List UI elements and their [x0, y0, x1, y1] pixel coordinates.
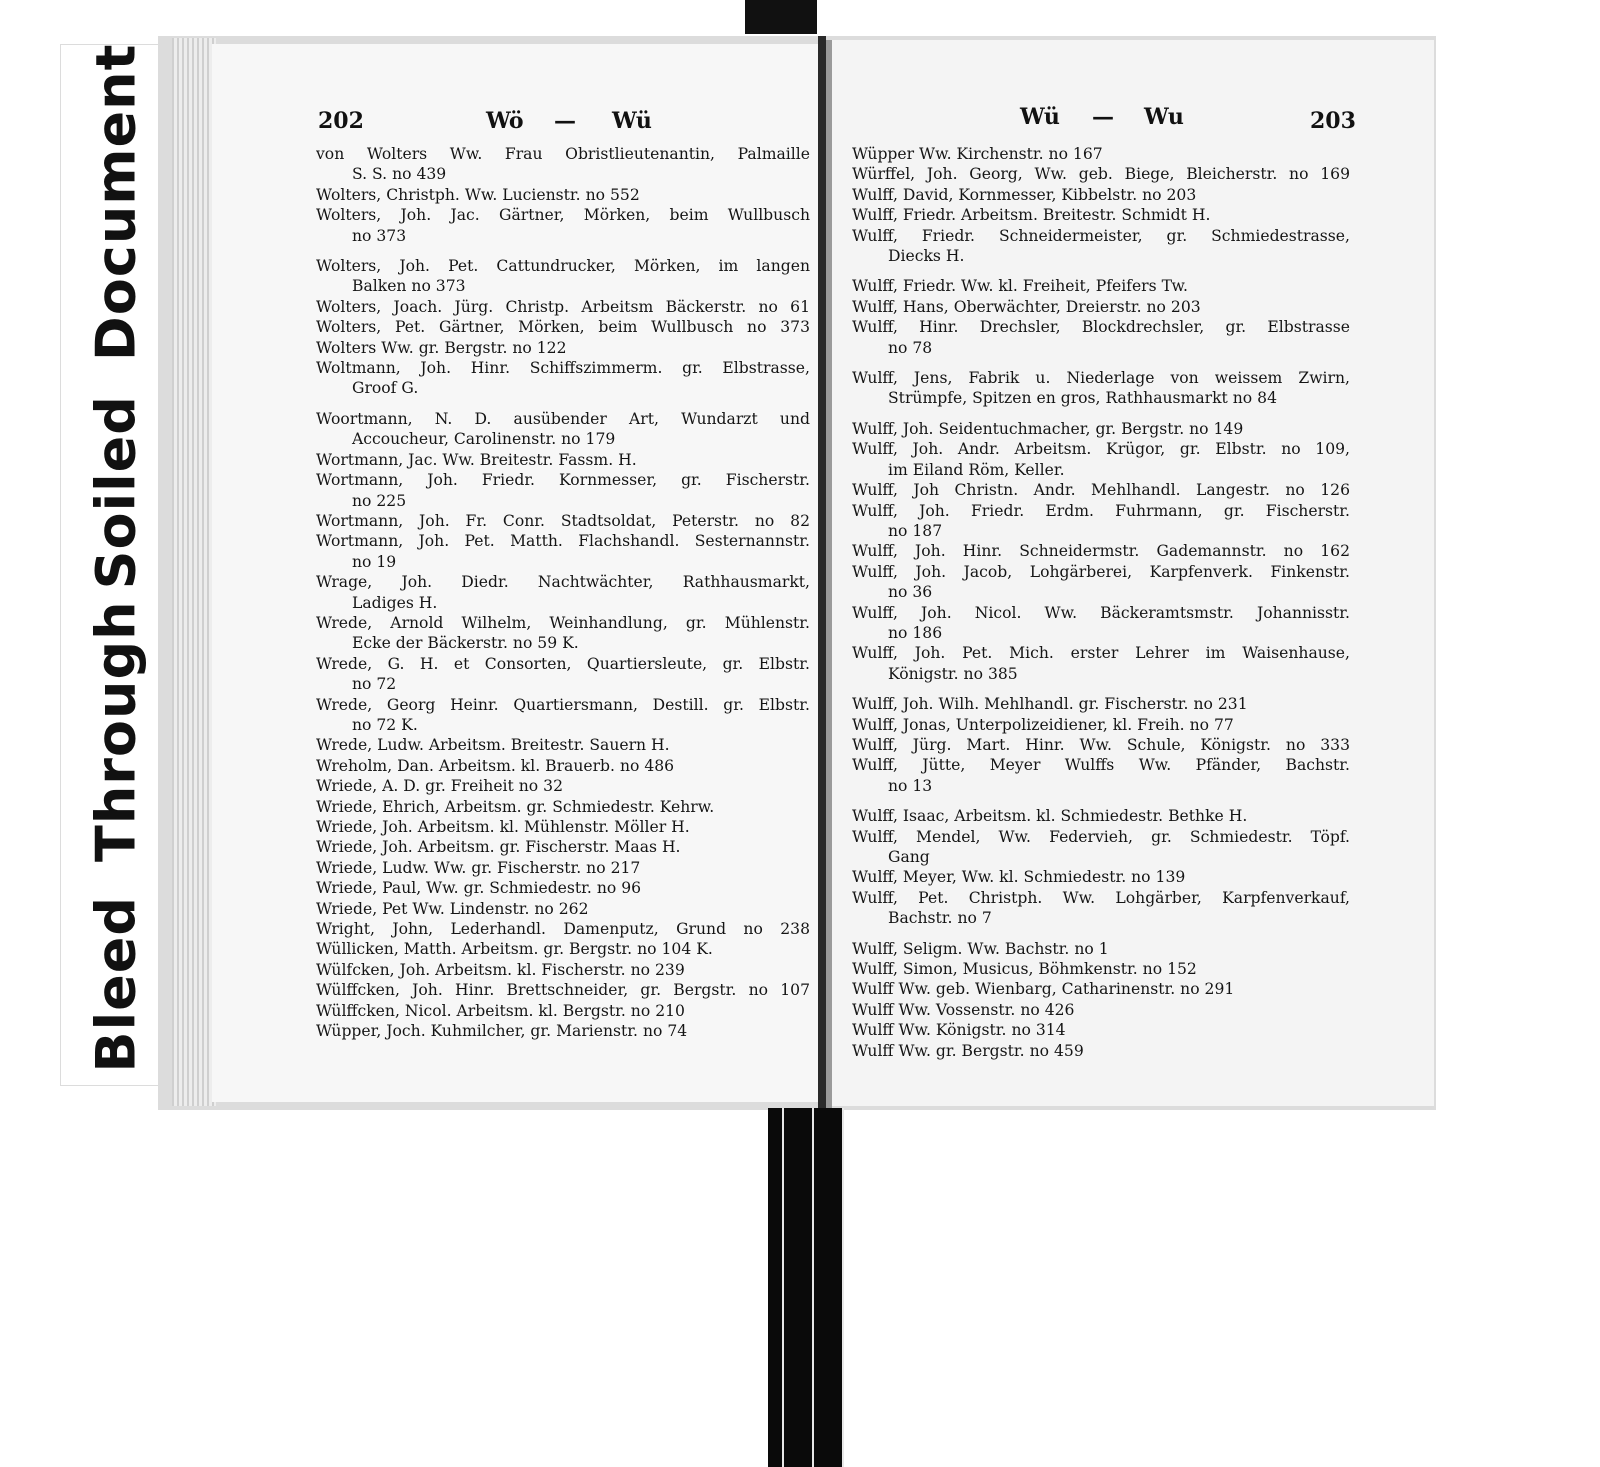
left-head-dash: —: [554, 108, 576, 134]
entry-continuation: Groof G.: [352, 379, 419, 398]
entry-continuation: Ladiges H.: [352, 593, 438, 612]
directory-entry: [316, 837, 810, 857]
entry-line: Wulff, Jens, Fabrik u. Niederlage von weissem Zwirn,: [852, 369, 1350, 388]
directory-entry: [852, 755, 1350, 796]
entry-continuation: no 373: [352, 226, 407, 245]
directory-entry: [316, 919, 810, 939]
directory-entry: [316, 409, 810, 450]
directory-entry: [852, 144, 1350, 164]
entry-line: Wulff Ww. Vossenstr. no 426: [852, 1000, 1075, 1019]
entry-continuation: no 187: [888, 521, 943, 540]
right-head-dash: —: [1092, 104, 1114, 130]
entry-continuation: Diecks H.: [888, 247, 965, 266]
directory-entry: [852, 643, 1350, 684]
entry-line: Wolters Ww. gr. Bergstr. no 122: [316, 338, 567, 357]
entry-line: Woltmann, Joh. Hinr. Schiffszimmerm. gr. Elbstrasse,: [316, 359, 810, 378]
directory-entry: [316, 450, 810, 470]
binder-clip-bottom: [768, 1108, 844, 1467]
entry-continuation: no 19: [352, 552, 397, 571]
entry-line: Wulff, Joh. Hinr. Schneidermstr. Gademannstr. no 162: [852, 542, 1350, 561]
entry-line: Wolters, Joh. Pet. Cattundrucker, Mörken, im langen: [316, 257, 810, 276]
entry-line: Wolters, Joach. Jürg. Christp. Arbeitsm Bäckerstr. no 61: [316, 297, 810, 316]
directory-entry: [852, 959, 1350, 979]
entry-line: Wortmann, Joh. Fr. Conr. Stadtsoldat, Peterstr. no 82: [316, 511, 810, 530]
directory-entry: [852, 419, 1350, 439]
entry-line: Wulff, Joh. Jacob, Lohgärberei, Karpfenverk. Finkenstr.: [852, 562, 1350, 581]
directory-entry: [316, 470, 810, 511]
directory-entry: [316, 695, 810, 736]
directory-entry: [852, 276, 1350, 296]
entry-line: Wulff, Seligm. Ww. Bachstr. no 1: [852, 939, 1109, 958]
entry-line: Wulff, Hans, Oberwächter, Dreierstr. no 203: [852, 297, 1201, 316]
directory-entry: [852, 562, 1350, 603]
entry-line: Wulff Ww. Königstr. no 314: [852, 1021, 1066, 1040]
entry-line: Wulff, Joh. Nicol. Ww. Bäckeramtsmstr. Johannisstr.: [852, 603, 1350, 622]
entry-continuation: no 225: [352, 491, 407, 510]
directory-entry: [852, 603, 1350, 644]
entry-continuation: S. S. no 439: [352, 165, 447, 184]
entry-continuation: Ecke der Bäckerstr. no 59 K.: [352, 634, 579, 653]
entry-line: Wülfcken, Joh. Arbeitsm. kl. Fischerstr. no 239: [316, 960, 685, 979]
entry-line: Wulff, Mendel, Ww. Federvieh, gr. Schmiedestr. Töpf.: [852, 827, 1350, 846]
left-head-from: Wö: [486, 108, 524, 134]
soiled-document-label: SoiledDocument: [84, 43, 148, 589]
page-edges: [172, 38, 216, 1106]
directory-entry: [316, 960, 810, 980]
directory-entry: [316, 878, 810, 898]
entry-line: Wrede, Georg Heinr. Quartiersmann, Destill. gr. Elbstr.: [316, 695, 810, 714]
directory-entry: [316, 317, 810, 337]
entry-line: von Wolters Ww. Frau Obristlieutenantin, Palmaille: [316, 145, 810, 163]
entry-line: Wriede, Paul, Ww. gr. Schmiedestr. no 96: [316, 879, 642, 898]
entry-continuation: no 186: [888, 623, 943, 642]
directory-entry: [852, 501, 1350, 542]
directory-entry: [852, 1000, 1350, 1020]
directory-entry: [316, 797, 810, 817]
directory-entry: [852, 226, 1350, 267]
entry-line: Wülffcken, Nicol. Arbeitsm. kl. Bergstr. no 210: [316, 1001, 685, 1020]
entry-line: Wrede, Ludw. Arbeitsm. Breitestr. Sauern H.: [316, 736, 670, 755]
entry-continuation: im Eiland Röm, Keller.: [888, 460, 1065, 479]
bleed-through-label: BleedThrough: [60, 588, 174, 1084]
entry-continuation: Strümpfe, Spitzen en gros, Rathhausmarkt no 84: [888, 389, 1277, 408]
entry-line: Wulff Ww. gr. Bergstr. no 459: [852, 1041, 1084, 1060]
entry-line: Wüllicken, Matth. Arbeitsm. gr. Bergstr. no 104 K.: [316, 940, 713, 959]
directory-entry: [316, 1021, 810, 1041]
entry-line: Wulff, Jürg. Mart. Hinr. Ww. Schule, Königstr. no 333: [852, 735, 1350, 754]
directory-entry: [852, 480, 1350, 500]
entry-line: Wulff, Pet. Christph. Ww. Lohgärber, Karpfenverkauf,: [852, 888, 1350, 907]
directory-entry: [852, 806, 1350, 826]
entry-continuation: no 72 K.: [352, 715, 418, 734]
directory-entry: [852, 297, 1350, 317]
directory-entry: [316, 256, 810, 297]
entry-line: Würffel, Joh. Georg, Ww. geb. Biege, Bleicherstr. no 169: [852, 165, 1350, 184]
directory-entry: [852, 185, 1350, 205]
entry-line: Wriede, Ehrich, Arbeitsm. gr. Schmiedestr. Kehrw.: [316, 797, 715, 816]
directory-entry: [316, 939, 810, 959]
directory-entry: [316, 358, 810, 399]
directory-entry: [316, 817, 810, 837]
directory-entry: [316, 511, 810, 531]
directory-entry: [316, 654, 810, 695]
entry-line: Woortmann, N. D. ausübender Art, Wundarzt und: [316, 409, 810, 428]
directory-entry: [316, 205, 810, 246]
entry-line: Wrede, Arnold Wilhelm, Weinhandlung, gr. Mühlenstr.: [316, 613, 810, 632]
book-gutter: [818, 36, 826, 1112]
directory-entry: [316, 297, 810, 317]
directory-entry: [852, 979, 1350, 999]
entry-line: Wulff, Isaac, Arbeitsm. kl. Schmiedestr. Bethke H.: [852, 807, 1248, 826]
entry-continuation: Gang: [888, 848, 930, 866]
directory-entry: [852, 205, 1350, 225]
left-page-entries: [316, 144, 810, 1041]
directory-entry: [852, 867, 1350, 887]
entry-line: Wulff, Friedr. Schneidermeister, gr. Schmiedestrasse,: [852, 226, 1350, 245]
entry-line: Wrage, Joh. Diedr. Nachtwächter, Rathhausmarkt,: [316, 573, 810, 592]
entry-line: Wreholm, Dan. Arbeitsm. kl. Brauerb. no 486: [316, 756, 675, 775]
entry-line: Wright, John, Lederhandl. Damenputz, Grund no 238: [316, 920, 810, 939]
directory-entry: [316, 144, 810, 185]
directory-entry: [852, 368, 1350, 409]
right-head-to: Wu: [1144, 104, 1184, 130]
directory-entry: [316, 756, 810, 776]
directory-entry: [852, 827, 1350, 868]
directory-entry: [316, 899, 810, 919]
entry-line: Wolters, Pet. Gärtner, Mörken, beim Wullbusch no 373: [316, 318, 810, 337]
directory-entry: [316, 613, 810, 654]
entry-continuation: no 78: [888, 338, 933, 357]
directory-entry: [852, 439, 1350, 480]
directory-entry: [316, 858, 810, 878]
directory-entry: [852, 715, 1350, 735]
entry-line: Wortmann, Joh. Pet. Matth. Flachshandl. Sesternannstr.: [316, 532, 810, 551]
entry-line: Wulff, David, Kornmesser, Kibbelstr. no 203: [852, 185, 1197, 204]
directory-entry: [316, 1001, 810, 1021]
entry-line: Wriede, A. D. gr. Freiheit no 32: [316, 777, 563, 796]
entry-line: Wulff, Joh. Friedr. Erdm. Fuhrmann, gr. Fischerstr.: [852, 501, 1350, 520]
entry-continuation: no 13: [888, 776, 933, 795]
directory-entry: [852, 939, 1350, 959]
entry-continuation: no 36: [888, 583, 933, 602]
entry-continuation: Balken no 373: [352, 277, 466, 296]
entry-line: Wulff, Joh. Pet. Mich. erster Lehrer im Waisenhause,: [852, 644, 1350, 663]
directory-entry: [316, 185, 810, 205]
right-page-entries: [852, 144, 1350, 1061]
left-head-to: Wü: [612, 108, 652, 134]
directory-entry: [316, 776, 810, 796]
entry-continuation: Accoucheur, Carolinenstr. no 179: [352, 430, 616, 449]
entry-line: Wulff, Hinr. Drechsler, Blockdrechsler, gr. Elbstrasse: [852, 318, 1350, 337]
binder-clip-top: [745, 0, 817, 34]
entry-line: Wulff, Friedr. Ww. kl. Freiheit, Pfeifers Tw.: [852, 277, 1188, 296]
directory-entry: [316, 980, 810, 1000]
directory-entry: [852, 164, 1350, 184]
directory-entry: [316, 531, 810, 572]
entry-line: Wriede, Joh. Arbeitsm. kl. Mühlenstr. Möller H.: [316, 818, 690, 836]
entry-line: Wortmann, Jac. Ww. Breitestr. Fassm. H.: [316, 450, 637, 469]
entry-line: Wulff, Friedr. Arbeitsm. Breitestr. Schmidt H.: [852, 206, 1211, 225]
entry-line: Wulff Ww. geb. Wienbarg, Catharinenstr. no 291: [852, 980, 1235, 999]
entry-line: Wulff, Joh. Wilh. Mehlhandl. gr. Fischerstr. no 231: [852, 695, 1248, 714]
entry-line: Wulff, Jütte, Meyer Wulffs Ww. Pfänder, Bachstr.: [852, 756, 1350, 775]
right-page-number: 203: [1310, 108, 1356, 134]
entry-line: Wolters, Joh. Jac. Gärtner, Mörken, beim Wullbusch: [316, 206, 810, 225]
directory-entry: [852, 735, 1350, 755]
directory-entry: [852, 1041, 1350, 1061]
entry-line: Wüpper Ww. Kirchenstr. no 167: [852, 145, 1103, 163]
entry-line: Wortmann, Joh. Friedr. Kornmesser, gr. Fischerstr.: [316, 471, 810, 490]
entry-line: Wriede, Joh. Arbeitsm. gr. Fischerstr. Maas H.: [316, 838, 681, 857]
left-page-number: 202: [318, 108, 364, 134]
entry-line: Wulff, Jonas, Unterpolizeidiener, kl. Freih. no 77: [852, 715, 1234, 734]
entry-line: Wriede, Pet Ww. Lindenstr. no 262: [316, 899, 589, 918]
directory-entry: [852, 694, 1350, 714]
entry-continuation: Bachstr. no 7: [888, 909, 992, 928]
entry-line: Wrede, G. H. et Consorten, Quartiersleute, gr. Elbstr.: [316, 654, 810, 673]
entry-line: Wriede, Ludw. Ww. gr. Fischerstr. no 217: [316, 858, 641, 877]
directory-entry: [316, 572, 810, 613]
entry-continuation: Königstr. no 385: [888, 664, 1018, 683]
entry-line: Wülffcken, Joh. Hinr. Brettschneider, gr. Bergstr. no 107: [316, 981, 810, 1000]
entry-line: Wolters, Christph. Ww. Lucienstr. no 552: [316, 185, 640, 204]
entry-continuation: no 72: [352, 675, 397, 694]
directory-entry: [852, 317, 1350, 358]
entry-line: Wüpper, Joch. Kuhmilcher, gr. Marienstr. no 74: [316, 1022, 688, 1041]
directory-entry: [852, 541, 1350, 561]
entry-line: Wulff, Joh. Seidentuchmacher, gr. Bergstr. no 149: [852, 419, 1244, 438]
directory-entry: [316, 735, 810, 755]
directory-entry: [316, 338, 810, 358]
entry-line: Wulff, Simon, Musicus, Böhmkenstr. no 152: [852, 960, 1197, 979]
directory-entry: [852, 1020, 1350, 1040]
right-head-from: Wü: [1020, 104, 1060, 130]
directory-entry: [852, 888, 1350, 929]
entry-line: Wulff, Meyer, Ww. kl. Schmiedestr. no 139: [852, 868, 1186, 887]
entry-line: Wulff, Joh. Andr. Arbeitsm. Krügor, gr. Elbstr. no 109,: [852, 440, 1350, 459]
entry-line: Wulff, Joh Christn. Andr. Mehlhandl. Langestr. no 126: [852, 481, 1350, 500]
